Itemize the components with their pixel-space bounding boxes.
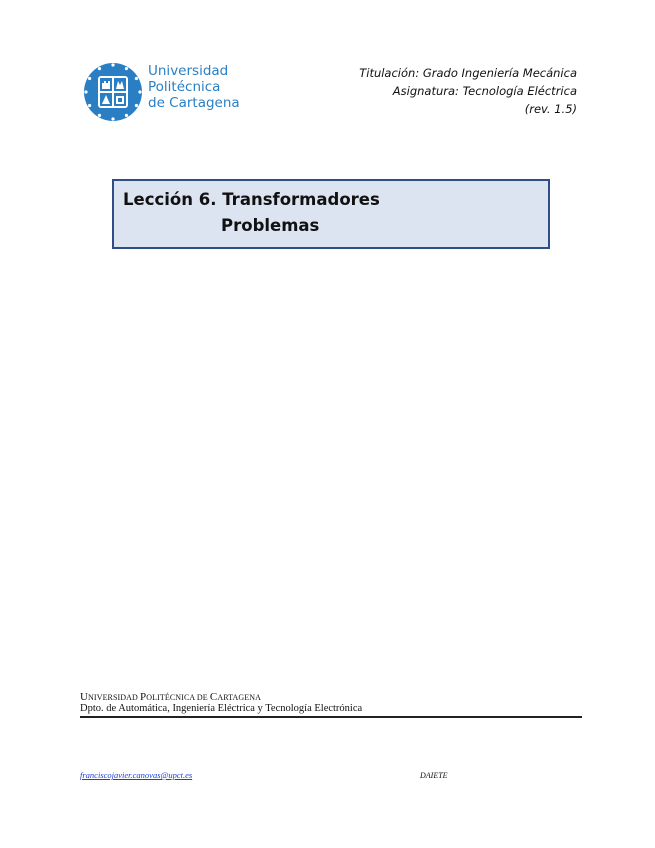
university-seal-icon — [83, 62, 143, 122]
degree-text: Titulación: Grado Ingeniería Mecánica — [359, 66, 577, 80]
lesson-title-box — [112, 179, 550, 249]
logo-line-2: Politécnica — [148, 79, 221, 95]
lesson-title: Lección 6. Transformadores — [123, 190, 380, 209]
logo-line-1: Universidad — [148, 63, 229, 79]
revision-text: (rev. 1.5) — [524, 102, 577, 116]
footer-institution — [80, 691, 261, 703]
university-logo — [83, 60, 243, 124]
author-email-link[interactable]: franciscojavier.canovas@upct.es — [80, 770, 193, 780]
course-header — [359, 64, 577, 118]
subject-text: Asignatura: Tecnología Eléctrica — [392, 84, 577, 98]
footer-department: Dpto. de Automática, Ingeniería Eléctrica y Tecnología Electrónica — [80, 703, 363, 714]
footer-inst-initial-c: C — [209, 691, 218, 703]
logo-line-3: de Cartagena — [148, 95, 240, 111]
footer-inst-part-3: ARTAGENA — [217, 693, 262, 702]
lesson-subtitle: Problemas — [221, 216, 320, 235]
footer-inst-part-1: NIVERSIDAD — [88, 693, 141, 702]
footer-inst-initial-u: U — [80, 691, 89, 703]
university-logo-text — [148, 63, 240, 111]
footer-divider — [80, 716, 582, 718]
footer-inst-part-2: OLITÉCNICA DE — [146, 693, 210, 702]
footer-inst-initial-p: P — [140, 691, 147, 703]
department-code: DAIETE — [420, 771, 448, 780]
